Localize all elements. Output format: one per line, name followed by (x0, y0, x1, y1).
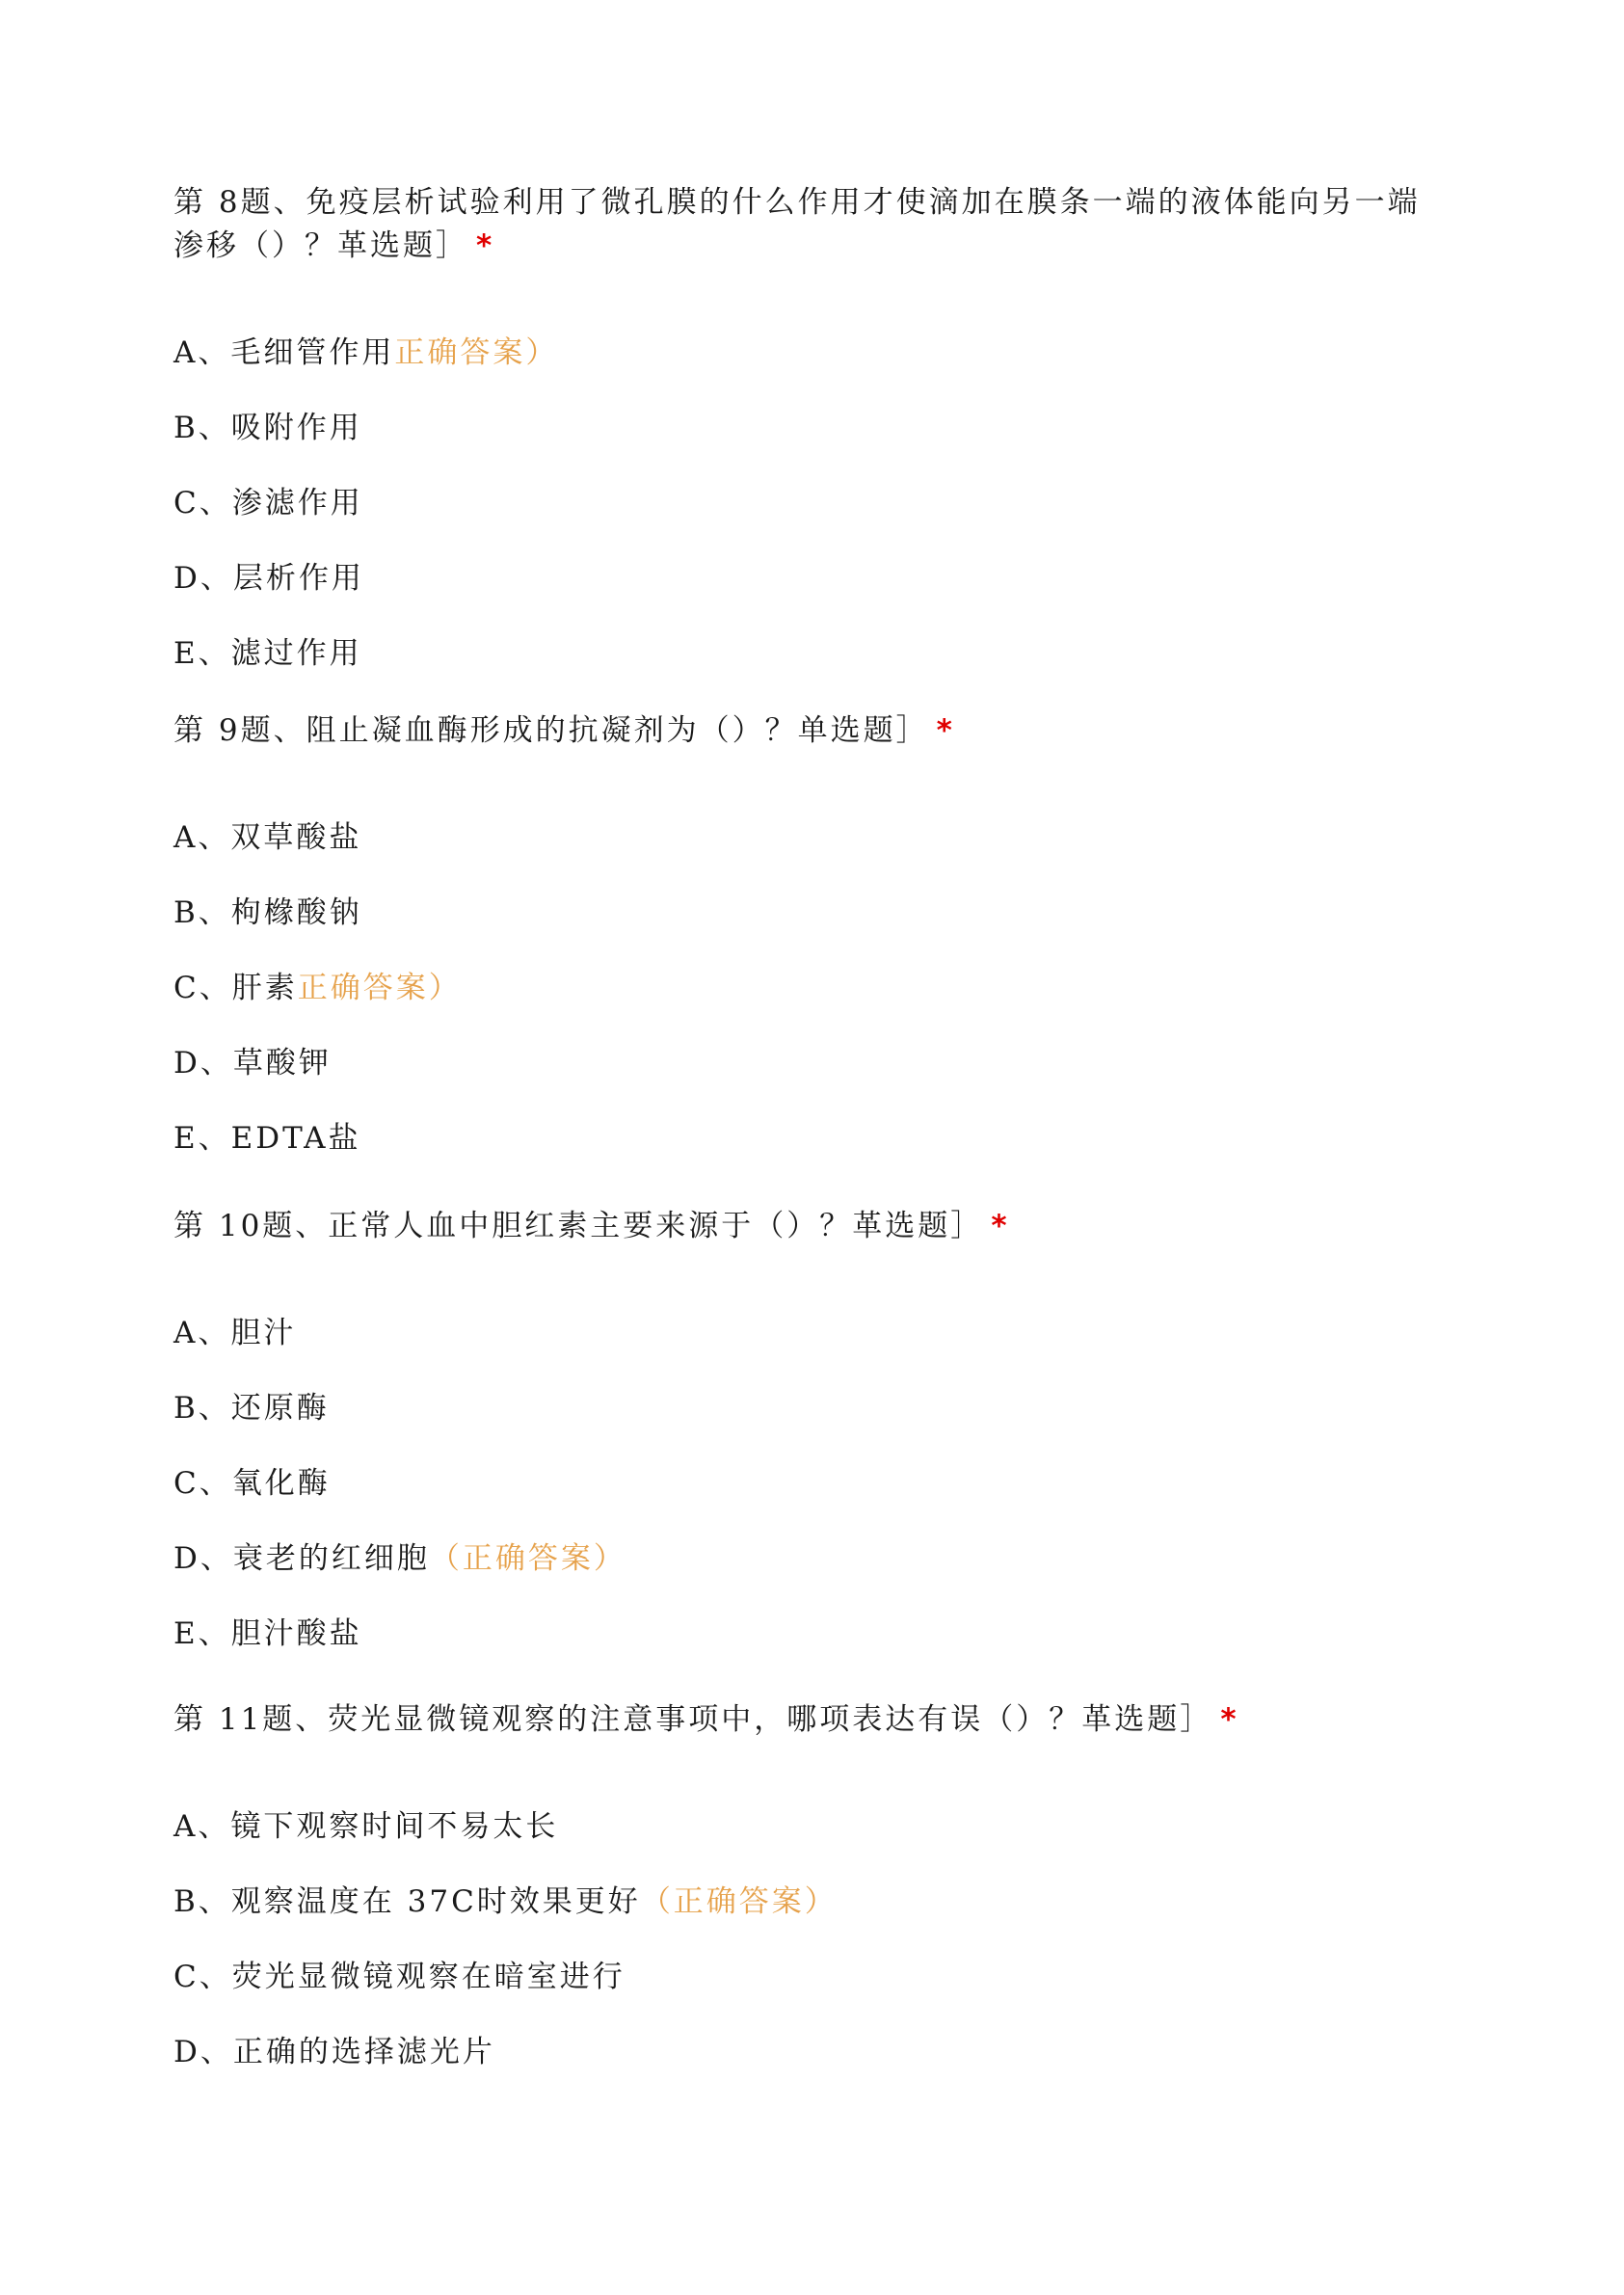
option-text: B、枸橼酸钠 (173, 895, 362, 930)
question-title-line-1: 第 8题、免疫层析试验利用了微孔膜的什么作用才使滴加在膜条一端的液体能向另一端 (173, 185, 1421, 220)
option-b[interactable] (173, 407, 1446, 482)
option-b[interactable] (173, 892, 1446, 967)
option-text: A、毛细管作用 (173, 335, 395, 370)
question-title-line-1: 第 10题、正常人血中胆红素主要来源于（）？革选题］ (173, 1209, 984, 1243)
question-11 (173, 1698, 1446, 2106)
option-text: B、吸附作用 (173, 411, 362, 445)
option-text: D、衰老的红细胞 (173, 1541, 430, 1576)
question-title-line-2: 渗移（）？革选题］ (173, 228, 468, 263)
correct-answer-mark: 正确答案） (394, 335, 559, 370)
required-asterisk-icon: * (1220, 1702, 1239, 1737)
option-d[interactable] (173, 2031, 1446, 2106)
required-asterisk-icon: * (991, 1209, 1010, 1243)
option-text: C、氧化酶 (173, 1466, 331, 1501)
option-text: C、荧光显微镜观察在暗室进行 (173, 1960, 626, 1994)
option-list (173, 332, 1446, 707)
option-d[interactable] (173, 557, 1446, 632)
option-text: C、肝素 (173, 971, 298, 1005)
option-list (173, 816, 1446, 1192)
option-c[interactable] (173, 482, 1446, 557)
option-a[interactable] (173, 332, 1446, 407)
option-e[interactable] (173, 1613, 1446, 1688)
question-title-line-1: 第 9题、阻止凝血酶形成的抗凝剂为（）？单选题］ (173, 713, 929, 748)
option-text: C、渗滤作用 (173, 486, 363, 520)
option-text: D、草酸钾 (173, 1046, 332, 1081)
option-c[interactable] (173, 967, 1446, 1042)
option-b[interactable] (173, 1387, 1446, 1462)
option-text: A、镜下观察时间不易太长 (173, 1809, 559, 1844)
question-10 (173, 1205, 1446, 1688)
question-title (173, 1698, 1446, 1742)
option-c[interactable] (173, 1462, 1446, 1537)
option-text: E、胆汁酸盐 (173, 1616, 362, 1651)
option-b[interactable] (173, 1881, 1446, 1956)
option-a[interactable] (173, 1312, 1446, 1387)
option-text: A、双草酸盐 (173, 820, 362, 855)
question-title (173, 709, 1446, 753)
question-8 (173, 181, 1446, 707)
option-text: D、正确的选择滤光片 (173, 2035, 495, 2069)
option-list (173, 1805, 1446, 2106)
option-e[interactable] (173, 1117, 1446, 1192)
correct-answer-mark: （正确答案） (640, 1884, 838, 1919)
required-asterisk-icon: * (936, 713, 955, 748)
required-asterisk-icon: * (476, 228, 495, 263)
option-text: E、EDTA盐 (173, 1121, 361, 1156)
option-text: D、层析作用 (173, 561, 364, 596)
option-text: E、滤过作用 (173, 636, 362, 671)
option-c[interactable] (173, 1956, 1446, 2031)
option-d[interactable] (173, 1537, 1446, 1613)
question-title-line-1: 第 11题、荧光显微镜观察的注意事项中，哪项表达有误（）？革选题］ (173, 1702, 1213, 1737)
option-e[interactable] (173, 632, 1446, 707)
question-title (173, 181, 1446, 268)
correct-answer-mark: （正确答案） (429, 1541, 626, 1576)
option-list (173, 1312, 1446, 1688)
option-a[interactable] (173, 816, 1446, 892)
option-text: B、观察温度在 37C时效果更好 (173, 1884, 641, 1919)
option-text: A、胆汁 (173, 1316, 297, 1350)
option-text: B、还原酶 (173, 1391, 330, 1426)
correct-answer-mark: 正确答案） (297, 971, 462, 1005)
question-title (173, 1205, 1446, 1248)
option-a[interactable] (173, 1805, 1446, 1881)
question-9 (173, 709, 1446, 1192)
option-d[interactable] (173, 1042, 1446, 1117)
